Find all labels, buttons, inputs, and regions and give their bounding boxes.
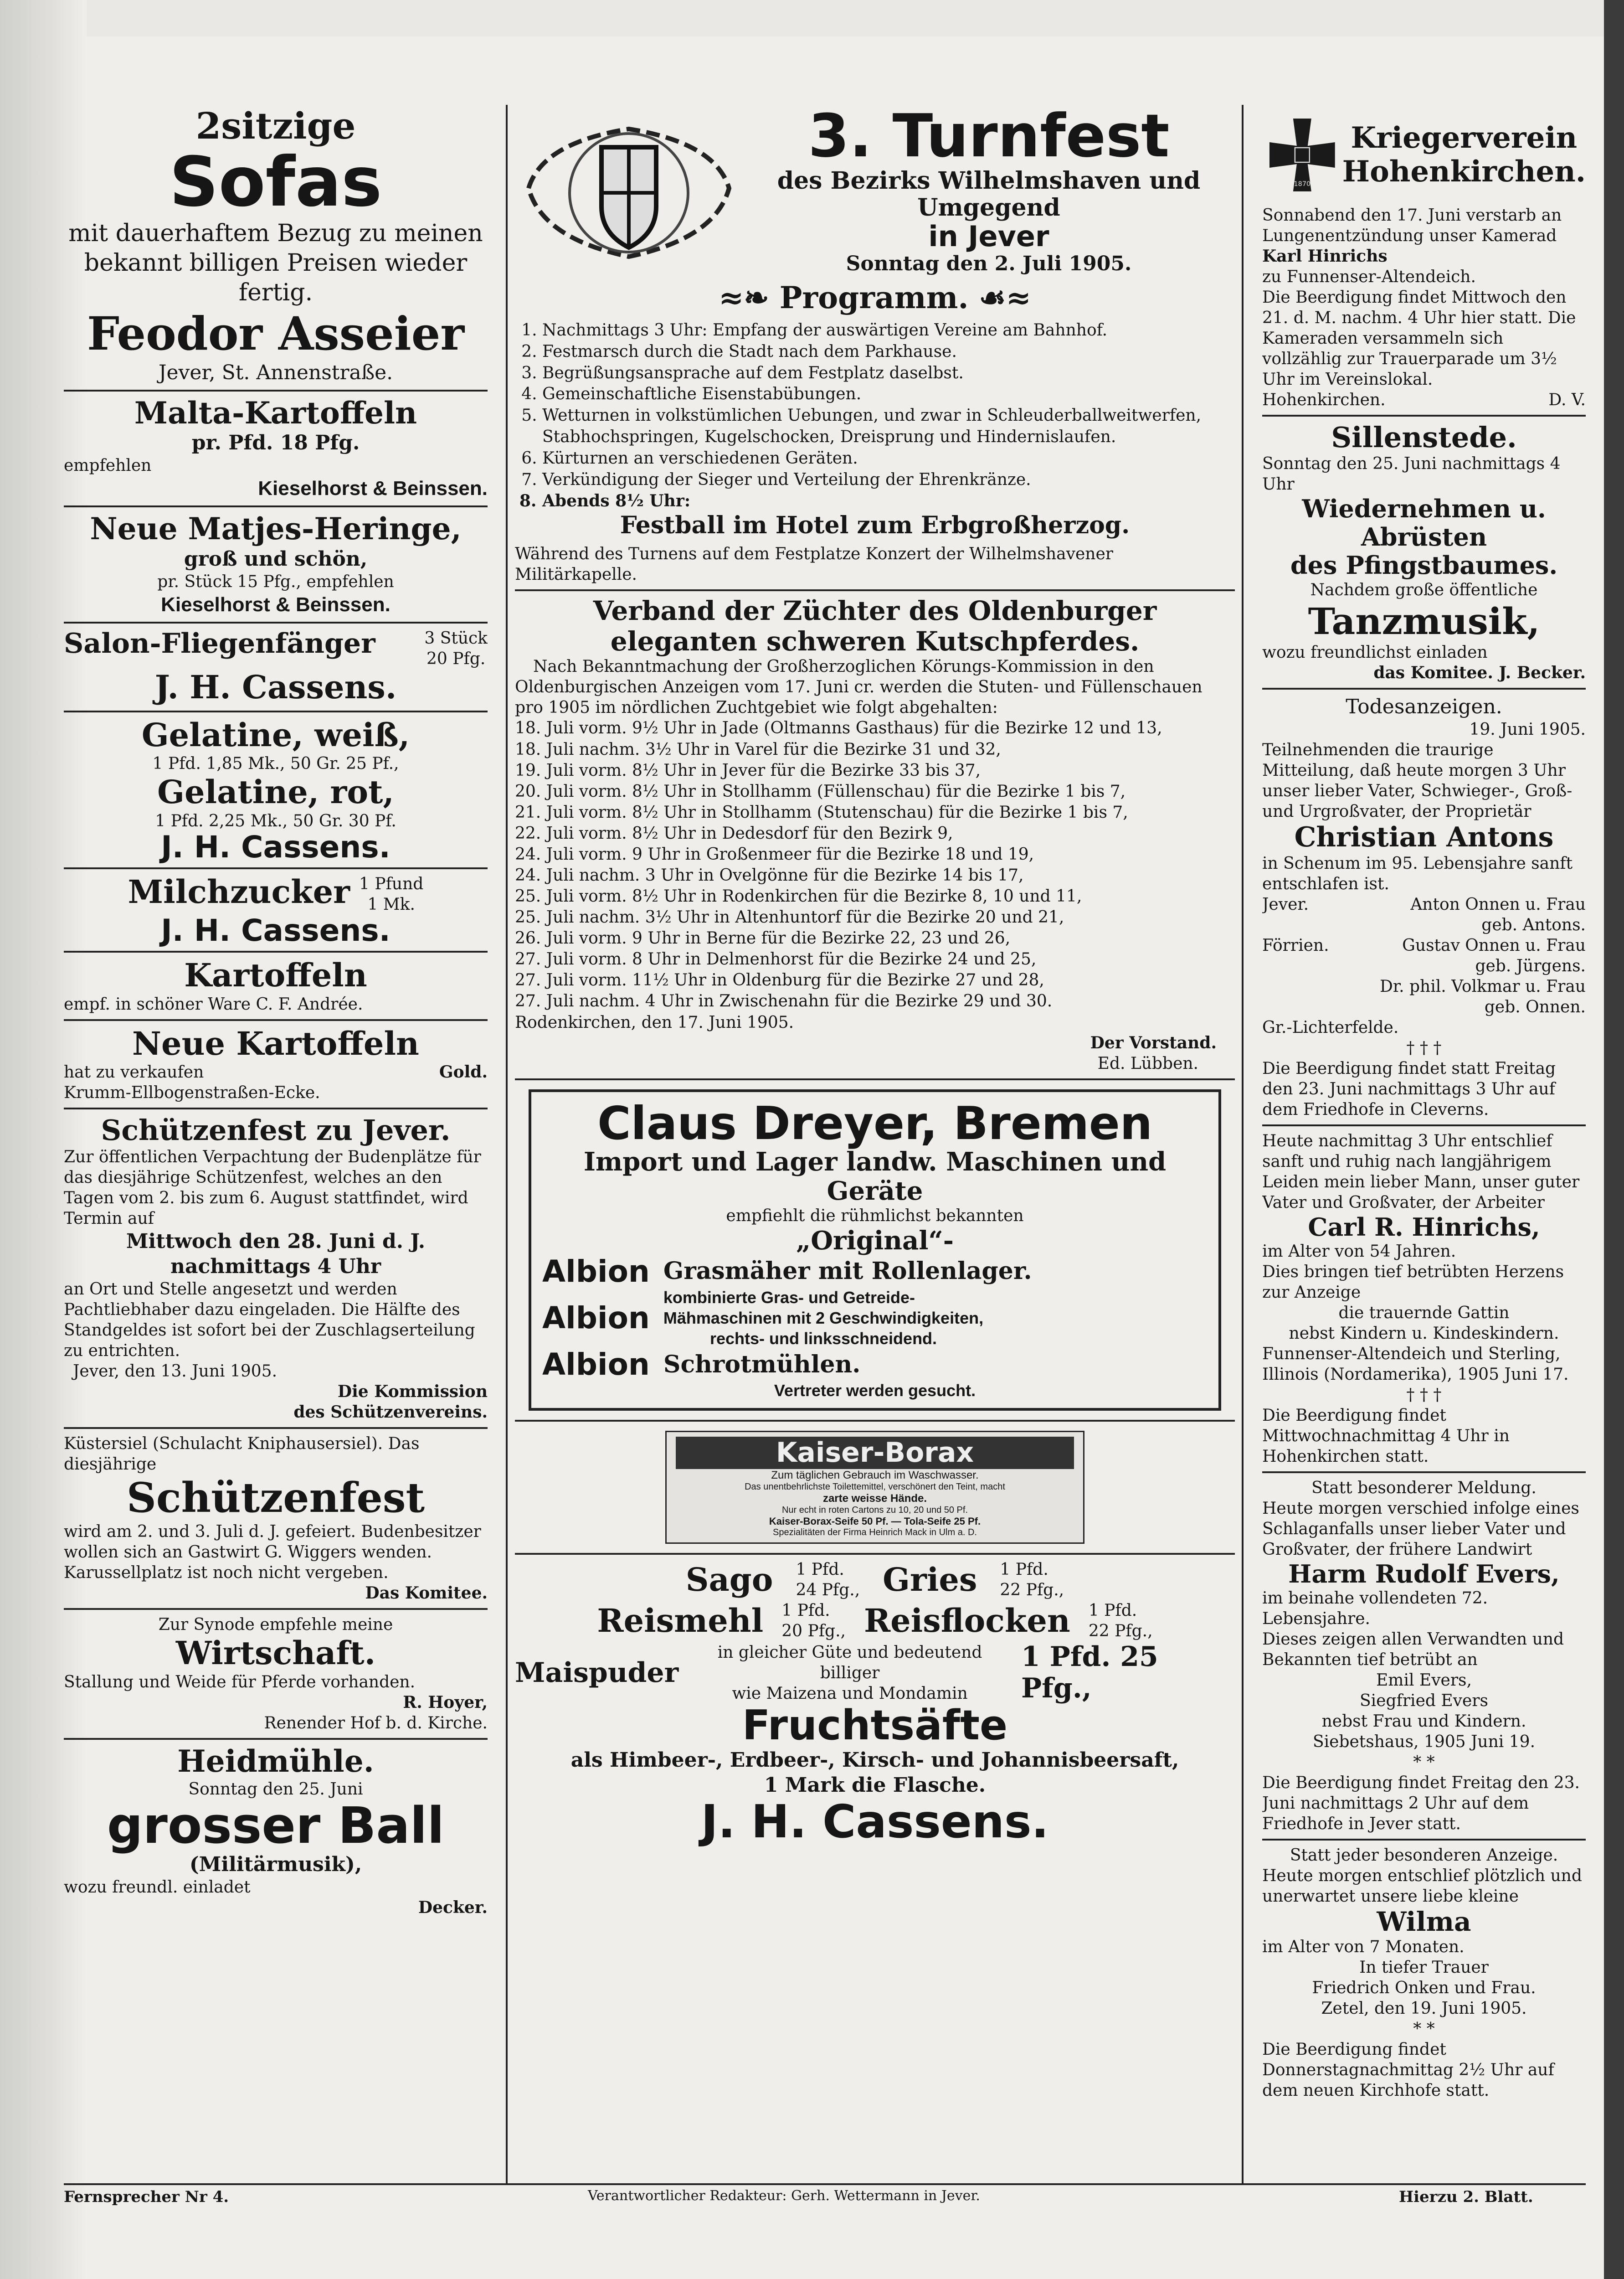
ornament-icon: ☙≈ [968, 280, 1031, 316]
ad-heading: Sofas [169, 143, 382, 222]
ad-text: an Ort und Stelle angesetzt und werden Pachtliebhaber dazu eingeladen. Die Hälfte des Standgeldes ist sofort bei der Zuschlagserteilung zu entrichten. [64, 1279, 475, 1360]
notice-wilma [1262, 1845, 1586, 2101]
firm-address: Jever, St. Annenstraße. [158, 361, 393, 384]
firm-name: Kieselhorst & Beinssen. [161, 593, 391, 616]
notice-text: Die Beerdigung findet Freitag den 23. Juni nachmittags 2 Uhr auf dem Friedhofe in Jever statt. [1262, 1773, 1580, 1833]
price: 20 Pfg. [427, 650, 486, 669]
ad-heading: Kartoffeln [184, 956, 367, 995]
program-item: 1. Nachmittags 3 Uhr: Empfang der auswärtigen Vereine am Bahnhof. [542, 320, 1235, 341]
ad-heading: Gelatine, rot, [157, 773, 394, 811]
signature: Funnenser-Altendeich und Sterling, Illinois (Nordamerika), 1905 Juni 17. [1262, 1344, 1569, 1384]
ad-subheading: Import und Lager landw. Maschinen und Geräte [583, 1146, 1167, 1206]
footer-supplement: Hierzu 2. Blatt. [1399, 2188, 1533, 2206]
iron-cross-icon [1262, 105, 1342, 205]
signature: Der Vorstand. [1090, 1033, 1217, 1052]
price: pr. Pfd. 18 Pfg. [191, 431, 360, 455]
person-name: Christian Antons [1294, 821, 1554, 853]
signature: nebst Kindern u. Kindeskindern. [1289, 1324, 1559, 1343]
notice-text: im Alter von 7 Monaten. [1262, 1938, 1465, 1957]
ad-kartoffeln [64, 957, 488, 1015]
ad-heading: Wiedernehmen u. Abrüsten [1302, 494, 1546, 552]
notice-text: im beinahe vollendeten 72. Lebensjahre. [1262, 1588, 1488, 1628]
price: pr. Stück 15 Pfg., empfehlen [157, 572, 394, 592]
ad-text: „Original“- [796, 1226, 954, 1256]
product-name: Albion [542, 1346, 650, 1382]
signature: Siegfried Evers [1360, 1691, 1488, 1710]
firm-name: J. H. Cassens. [161, 913, 391, 949]
product-desc: kombinierte Gras- und Getreide- [663, 1288, 915, 1307]
ad-heading: Hohenkirchen. [1342, 155, 1586, 189]
notice-date: 19. Juni 1905. [1469, 720, 1586, 739]
ad-synode [64, 1614, 488, 1733]
signature: Dr. phil. Volkmar u. Frau [1379, 977, 1586, 996]
ad-heading: Wirtschaft. [175, 1634, 376, 1672]
quantity: 3 Stück [424, 629, 488, 648]
schedule-row: 21. Juli vorm. 8½ Uhr in Stollhamm (Stutenschau) für die Bezirke 1 bis 7, [515, 803, 1128, 822]
ad-text: Spezialitäten der Firma Heinrich Mack in Ulm a. D. [773, 1527, 977, 1538]
product-name: Gries [883, 1561, 977, 1599]
notice-text: In tiefer Trauer [1359, 1958, 1489, 1977]
ad-heading: Neue Matjes-Heringe, [90, 511, 462, 547]
notice-hinrichs [1262, 1131, 1586, 1467]
ad-text: zu Funnenser-Altendeich. [1262, 268, 1476, 286]
ad-text: Nach Bekanntmachung der Großherzoglichen Körungs-Kommission in den Oldenburgischen Anzeigen vom 17. Juni cr. werden die Stuten- und Füllenschauen pro 1905 im nördlichen Zuchtgebiet wie folgt abgehalten: [515, 657, 1203, 717]
product-name: Maispuder [515, 1656, 679, 1689]
ad-text: Zur öffentlichen Verpachtung der Budenplätze für das diesjährige Schützenfest, welches an den Tagen vom 2. bis zum 6. August stattfindet, wird Termin auf [64, 1147, 481, 1228]
product-desc: Grasmäher mit Rollenlager. [663, 1257, 1032, 1285]
price: 1 Mk. [367, 895, 415, 914]
event-date: Mittwoch den 28. Juni d. J. [126, 1229, 426, 1253]
product-name: Albion [542, 1300, 650, 1335]
notice-text: Die Beerdigung findet Donnerstagnachmittag 2½ Uhr auf dem neuen Kirchhofe statt. [1262, 2040, 1554, 2100]
cross-icons: † † † [1406, 1038, 1442, 1057]
price: 1 Pfd. 25 Pfg., [1021, 1641, 1158, 1705]
notice-heading: Todesanzeigen. [1346, 695, 1502, 718]
column-right [1262, 105, 1586, 2183]
price: 1 Pfd. 1,85 Mk., 50 Gr. 25 Pf., [152, 754, 399, 773]
ad-text: Während des Turnens auf dem Festplatze Konzert der Wilhelmshavener Militärkapelle. [515, 545, 1113, 584]
schedule-row: 22. Juli vorm. 8½ Uhr in Dedesdorf für den Bezirk 9, [515, 824, 953, 843]
schedule-row: 27. Juli vorm. 11½ Uhr in Oldenburg für die Bezirke 27 und 28, [515, 971, 1044, 990]
signature: Anton Onnen u. Frau [1410, 895, 1586, 914]
ad-heading: 3. Turnfest [808, 105, 1170, 170]
ad-text: als Himbeer-, Erdbeer-, Kirsch- und Johannisbeersaft, [570, 1748, 1179, 1772]
program-item: 6. Kürturnen an verschiedenen Geräten. [542, 448, 1235, 469]
ad-matjes [64, 512, 488, 617]
ad-heading: Schützenfest zu Jever. [101, 1114, 451, 1147]
schedule-row: 18. Juli vorm. 9½ Uhr in Jade (Oltmanns Gasthaus) für die Bezirke 12 und 13, [515, 719, 1162, 738]
place: Förrien. [1262, 936, 1329, 955]
notice-text: im Alter von 54 Jahren. [1262, 1242, 1456, 1261]
signature: Ed. Lübben. [1097, 1054, 1198, 1073]
firm-name: Gold. [439, 1062, 488, 1082]
schedule-row: 27. Juli nachm. 4 Uhr in Zwischenahn für die Bezirke 29 und 30. [515, 992, 1053, 1011]
product-name: Albion [542, 1253, 650, 1289]
event-place: in Jever [928, 220, 1049, 253]
notice-text: Heute morgen verschied infolge eines Schlaganfalls unser lieber Vater und Großvater, der frühere Landwirt [1262, 1499, 1579, 1559]
signature: Renender Hof b. d. Kirche. [264, 1713, 488, 1732]
ad-text: Sonnabend den 17. Juni verstarb an Lungenentzündung unser Kamerad [1262, 206, 1562, 245]
ad-text: Nachdem große öffentliche [1310, 580, 1538, 599]
signature: Decker. [418, 1898, 488, 1918]
signature: geb. Antons. [1481, 915, 1586, 934]
firm-name: J. H. Cassens. [161, 829, 391, 865]
product-desc: Mähmaschinen mit 2 Geschwindigkeiten, [663, 1308, 984, 1327]
ad-text: Krumm-Ellbogenstraßen-Ecke. [64, 1083, 320, 1103]
ad-text: wozu freundlichst einladen [1262, 643, 1488, 662]
ad-heidmuehle [64, 1744, 488, 1918]
firm-name: Feodor Asseier [87, 306, 465, 361]
festball-notice: Festball im Hotel zum Erbgroßherzog. [620, 511, 1130, 540]
footer-editor: Verantwortlicher Redakteur: Gerh. Wettermann in Jever. [588, 2188, 980, 2204]
program-heading [515, 281, 1235, 315]
signature: Gustav Onnen u. Frau [1402, 936, 1586, 955]
ad-subheading: des Bezirks Wilhelmshaven und Umgegend [777, 166, 1201, 222]
schedule-row: 27. Juli vorm. 8 Uhr in Delmenhorst für die Bezirke 24 und 25, [515, 950, 1037, 969]
ad-heading: Sillenstede. [1331, 421, 1517, 454]
schedule-row: 20. Juli vorm. 8½ Uhr in Stollhamm (Füllenschau) für die Bezirke 1 bis 7, [515, 782, 1126, 801]
ad-kaiser-borax [665, 1431, 1084, 1544]
schedule-row: 24. Juli nachm. 3 Uhr in Ovelgönne für die Bezirke 14 bis 17, [515, 866, 1024, 885]
schedule-row: 26. Juli vorm. 9 Uhr in Berne für die Bezirke 22, 23 und 26, [515, 929, 1011, 948]
ad-text: mit dauerhaftem Bezug zu meinen bekannt billigen Preisen wieder fertig. [68, 219, 483, 306]
ad-text: Kaiser-Borax-Seife 50 Pf. — Tola-Seife 25 Pf. [769, 1516, 981, 1527]
ad-text: Zum täglichen Gebrauch im Waschwasser. [771, 1469, 979, 1482]
ad-heading: eleganten schweren Kutschpferdes. [610, 625, 1140, 657]
ad-heading: Verband der Züchter des Oldenburger [593, 595, 1157, 627]
quantity: 1 Pfd. [796, 1560, 844, 1579]
ad-turnfest [515, 105, 1235, 585]
ad-text: groß und schön, [184, 547, 368, 571]
ad-heading: des Pfingstbaumes. [1290, 551, 1558, 580]
price: 20 Pfg., [781, 1622, 846, 1641]
ad-text: (Militärmusik), [189, 1853, 362, 1877]
quantity: 1 Pfd. [1088, 1601, 1137, 1620]
signature: Zetel, den 19. Juni 1905. [1321, 1999, 1527, 2018]
signature: die trauernde Gattin [1338, 1303, 1510, 1322]
ad-fliegenfaenger [64, 628, 488, 706]
event-date: Sonntag den 25. Juni [188, 1779, 363, 1799]
ad-text: Zur Synode empfehle meine [158, 1615, 393, 1634]
ad-heading: 2sitzige [195, 105, 356, 147]
ad-text: empfehlen [64, 456, 152, 475]
notice-text: Dieses zeigen allen Verwandten und Bekannten tief betrübt an [1262, 1629, 1564, 1669]
ad-heading: grosser Ball [107, 1796, 445, 1855]
signature: Siebetshaus, 1905 Juni 19. [1312, 1732, 1536, 1751]
ad-text: Küstersiel (Schulacht Kniphausersiel). Das diesjährige [64, 1434, 420, 1474]
ad-schuetzenfest-jever [64, 1114, 488, 1422]
column-rule [1242, 105, 1244, 2183]
ad-text: wird am 2. und 3. Juli d. J. gefeiert. Budenbesitzer wollen sich an Gastwirt G. Wiggers wenden. Karussellplatz ist noch nicht vergeben. [64, 1522, 481, 1583]
schedule-row: 19. Juli vorm. 8½ Uhr in Jever für die Bezirke 33 bis 37, [515, 761, 981, 780]
ad-text: empfiehlt die rühmlichst bekannten [726, 1207, 1024, 1226]
event-time: nachmittags 4 Uhr [170, 1254, 381, 1278]
cross-icons: * * [1413, 1753, 1435, 1772]
cross-icons: * * [1413, 2020, 1435, 2039]
program-item: 5. Wetturnen in volkstümlichen Uebungen, und zwar in Schleuderballweitwerfen, Stabhochspringen, Kugelschocken, Dreisprung und Hindernislaufen. [542, 405, 1235, 448]
ad-text: wozu freundl. einladet [64, 1878, 251, 1897]
signature: geb. Onnen. [1484, 997, 1586, 1016]
price: 1 Mark die Flasche. [764, 1773, 986, 1797]
ad-heading: Gelatine, weiß, [141, 716, 410, 754]
schedule-row: 25. Juli nachm. 3½ Uhr in Altenhuntorf für die Bezirke 20 und 21, [515, 908, 1064, 927]
notice-text: Heute morgen entschlief plötzlich und unerwartet unsere liebe kleine [1262, 1866, 1582, 1906]
ad-sillenstede [1262, 421, 1586, 683]
program-item: 2. Festmarsch durch die Stadt nach dem Parkhause. [542, 341, 1235, 363]
product-name: Reismehl [597, 1602, 764, 1640]
signature: geb. Jürgens. [1475, 956, 1586, 975]
notice-text: Die Beerdigung findet statt Freitag den 23. Juni nachmittags 3 Uhr auf dem Friedhofe in Cleverns. [1262, 1059, 1556, 1119]
ad-neue-kartoffeln [64, 1026, 488, 1103]
ad-heading: Malta-Kartoffeln [134, 395, 417, 431]
place: Gr.-Lichterfelde. [1262, 1018, 1399, 1037]
signature: Friedrich Onken und Frau. [1312, 1979, 1536, 1998]
notice-evers [1262, 1478, 1586, 1834]
signature: nebst Frau und Kindern. [1321, 1712, 1526, 1731]
program-item: 8. Abends 8½ Uhr: [542, 490, 1235, 512]
ad-kuestersiel [64, 1433, 488, 1604]
cross-year: 1870 [1294, 180, 1311, 188]
program-list [515, 320, 1235, 512]
ad-heading: Tanzmusik, [1308, 599, 1540, 643]
ad-heading: Kaiser-Borax [676, 1437, 1074, 1469]
place: Jever. [1262, 895, 1309, 914]
ad-heading: Claus Dreyer, Bremen [597, 1096, 1152, 1150]
signature: Emil Evers, [1376, 1671, 1472, 1690]
cross-icons: † † † [1406, 1385, 1442, 1404]
ad-text: Das unentbehrlichste Toilettemittel, verschönert den Teint, macht [745, 1482, 1005, 1492]
person-name: Karl Hinrichs [1262, 247, 1388, 266]
ad-heading: Schützenfest [126, 1473, 425, 1522]
footer-phone: Fernsprecher Nr 4. [64, 2188, 229, 2206]
person-name: Wilma [1377, 1906, 1471, 1937]
notice-text: Heute nachmittag 3 Uhr entschlief sanft und ruhig nach langjährigem Leiden mein lieber Mann, unser guter Vater und Großvater, der Arbeiter [1262, 1131, 1580, 1212]
ad-text: wie Maizena und Mondamin [732, 1684, 968, 1703]
notice-heading: Statt besonderer Meldung. [1311, 1478, 1537, 1497]
program-item: 7. Verkündigung der Sieger und Verteilung der Ehrenkränze. [542, 469, 1235, 491]
ad-text: zarte weisse Hände. [822, 1492, 927, 1505]
signature: des Schützenvereins. [293, 1402, 488, 1422]
person-name: Harm Rudolf Evers, [1288, 1559, 1560, 1588]
emblem-icon [515, 115, 743, 266]
product-desc: rechts- und linksschneidend. [709, 1329, 937, 1348]
notice-text: Die Beerdigung findet Mittwochnachmittag 4 Uhr in Hohenkirchen statt. [1262, 1406, 1510, 1466]
ad-text: Stallung und Weide für Pferde vorhanden. [64, 1672, 416, 1691]
notice-heading: Statt jeder besonderen Anzeige. [1290, 1846, 1558, 1865]
ad-verband [515, 596, 1235, 1073]
column-rule [506, 105, 508, 2183]
person-name: Carl R. Hinrichs, [1308, 1212, 1540, 1242]
quantity: 1 Pfund [359, 875, 424, 894]
ad-text: in gleicher Güte und bedeutend billiger [717, 1643, 982, 1682]
ornament-icon: ≈❧ [719, 280, 780, 316]
column-middle [515, 105, 1235, 2183]
ad-claus-dreyer [529, 1089, 1221, 1411]
schedule-list [515, 718, 1235, 1012]
signature: D. V. [1548, 391, 1586, 409]
product-name: Reisflocken [863, 1602, 1070, 1640]
firm-name: J. H. Cassens. [154, 668, 397, 706]
signature: Das Komitee. [365, 1583, 488, 1603]
quantity: 1 Pfd. [781, 1601, 830, 1620]
footer-rule [64, 2183, 1586, 2185]
ad-heading: Fruchtsäfte [742, 1702, 1008, 1750]
notice-text: Teilnehmenden die traurige Mitteilung, daß heute morgen 3 Uhr unser lieber Vater, Schwieger-, Groß- und Urgroßvater, der Proprietär [1262, 740, 1573, 821]
price: 22 Pfg., [1088, 1622, 1153, 1641]
price: 22 Pfg., [1000, 1581, 1064, 1600]
event-date: Sonntag den 25. Juni nachmittags 4 Uhr [1262, 454, 1561, 494]
ad-heading: Milchzucker [128, 873, 350, 911]
signature: das Komitee. J. Becker. [1373, 663, 1586, 682]
price: 1 Pfd. 2,25 Mk., 50 Gr. 30 Pf. [155, 811, 396, 830]
ad-malta [64, 396, 488, 501]
ad-heading: Heidmühle. [177, 1743, 374, 1779]
ad-text: empf. in schöner Ware C. F. Andrée. [64, 995, 363, 1014]
signature: R. Hoyer, [403, 1692, 488, 1712]
ad-text: Die Beerdigung findet Mittwoch den 21. d. M. nachm. 4 Uhr hier statt. Die Kameraden versammeln sich vollzählig zur Trauerparade um 3½ Uhr im Vereinslokal. [1262, 288, 1576, 389]
product-desc: Schrotmühlen. [663, 1350, 861, 1378]
ad-text: Vertreter werden gesucht. [774, 1381, 976, 1400]
schedule-row: 18. Juli nachm. 3½ Uhr in Varel für die Bezirke 31 und 32, [515, 740, 1001, 759]
program-item: 3. Begrüßungsansprache auf dem Festplatz daselbst. [542, 363, 1235, 384]
ad-kriegerverein [1262, 105, 1586, 410]
firm-name: J. H. Cassens. [701, 1794, 1049, 1848]
ad-heading: Kriegerverein [1351, 121, 1578, 155]
ad-sago [515, 1559, 1235, 1846]
place-date: Rodenkirchen, den 17. Juni 1905. [515, 1013, 794, 1032]
column-left [64, 105, 488, 2183]
place-date: Jever, den 13. Juni 1905. [73, 1361, 278, 1381]
page-edge-shadow [1604, 0, 1624, 2279]
ad-milchzucker [64, 873, 488, 949]
price: 24 Pfg., [796, 1581, 860, 1600]
ad-heading: Neue Kartoffeln [132, 1024, 419, 1062]
schedule-row: 25. Juli vorm. 8½ Uhr in Rodenkirchen für die Bezirke 8, 10 und 11, [515, 887, 1082, 906]
program-title: Programm. [779, 280, 969, 316]
program-item: 4. Gemeinschaftliche Eisenstabübungen. [542, 384, 1235, 405]
ad-text: hat zu verkaufen [64, 1063, 204, 1082]
firm-name: Kieselhorst & Beinssen. [258, 477, 488, 500]
place: Hohenkirchen. [1262, 391, 1386, 409]
notice-text: Dies bringen tief betrübten Herzens zur Anzeige [1262, 1262, 1564, 1302]
notice-text: in Schenum im 95. Lebensjahre sanft entschlafen ist. [1262, 854, 1573, 893]
notice-antons [1262, 694, 1586, 1120]
schedule-row: 24. Juli vorm. 9 Uhr in Großenmeer für die Bezirke 18 und 19, [515, 845, 1034, 864]
ad-sofas [64, 105, 488, 385]
event-date: Sonntag den 2. Juli 1905. [846, 252, 1132, 276]
ad-gelatine [64, 717, 488, 863]
ad-heading: Salon-Fliegenfänger [64, 628, 375, 660]
product-name: Sago [685, 1561, 773, 1599]
ad-text: Nur echt in roten Cartons zu 10, 20 und 50 Pf. [781, 1505, 968, 1516]
quantity: 1 Pfd. [1000, 1560, 1048, 1579]
signature: Die Kommission [337, 1382, 488, 1401]
